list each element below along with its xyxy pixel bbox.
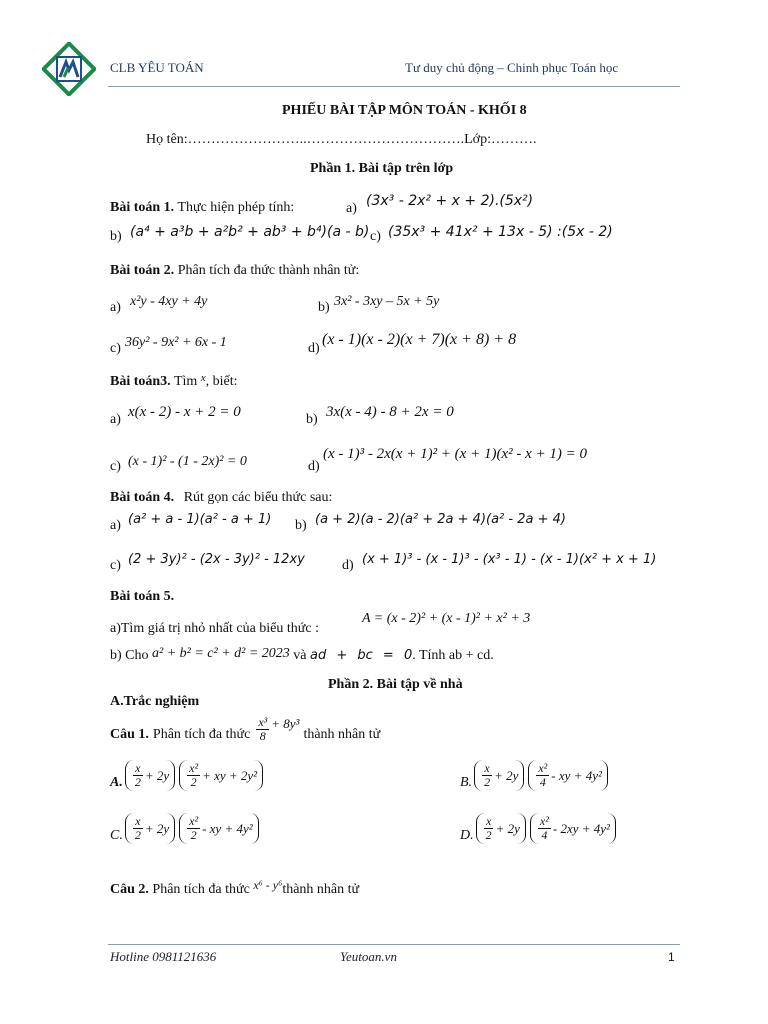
- problem1-c-label: c): [370, 229, 381, 244]
- problem2-c-label: c): [110, 341, 121, 356]
- problem5-a-text: a)Tìm giá trị nhỏ nhất của biểu thức :: [110, 621, 319, 636]
- problem3-b-label: b): [306, 412, 318, 427]
- problem1-b-expr: (a⁴ + a³b + a²b² + ab³ + b⁴)(a - b): [130, 224, 370, 240]
- problem3-line: [110, 372, 238, 390]
- question2-text: Phân tích đa thức: [152, 882, 250, 897]
- problem1-b-label: b): [110, 229, 122, 244]
- part1-heading: Phần 1. Bài tập trên lớp: [310, 161, 454, 176]
- problem4-b-expr: (a + 2)(a - 2)(a² + 2a + 4)(a² - 2a + 4): [315, 512, 566, 527]
- question2-line: [110, 878, 359, 898]
- header-rule: [108, 86, 680, 87]
- problem4-a-expr: (a² + a - 1)(a² - a + 1): [128, 512, 272, 527]
- problem4-d-expr: (x + 1)³ - (x - 1)³ - (x³ - 1) - (x - 1)(x² + x + 1): [362, 552, 657, 567]
- choice-b-label: B.: [460, 775, 473, 790]
- choice-a-f2-den: 2: [190, 775, 197, 789]
- footer-hotline: Hotline 0981121636: [110, 949, 217, 964]
- name-label: Họ tên:……………………..…………………………….: [146, 132, 465, 147]
- problem4-text: Rút gọn các biểu thức sau:: [183, 490, 333, 505]
- choice-d-label: D.: [460, 828, 474, 843]
- problem3-d-expr: (x - 1)³ - 2x(x + 1)² + (x + 1)(x² - x + 1) = 0: [323, 446, 587, 462]
- choice-d-f1-num: x: [485, 814, 492, 828]
- question1-frac-den: 8: [259, 729, 266, 743]
- problem4-a-label: a): [110, 518, 121, 533]
- problem4-c-label: c): [110, 558, 121, 573]
- question1-text-after: thành nhân tử: [303, 727, 381, 742]
- question1-frac-tail: + 8y³: [271, 716, 300, 731]
- problem5-a-expr: A = (x - 2)² + (x - 1)² + x² + 3: [362, 611, 531, 626]
- footer-site[interactable]: Yeutoan.vn: [340, 949, 397, 964]
- problem5-b-line: [110, 646, 494, 664]
- choice-c-f1-den: 2: [134, 828, 141, 842]
- problem2-label: Bài toán 2.: [110, 263, 175, 278]
- problem3-d-label: d): [308, 459, 320, 474]
- problem3-c-label: c): [110, 459, 121, 474]
- choice-c-f1-tail: + 2y: [144, 820, 170, 836]
- problem3-text-before: Tìm: [173, 374, 198, 389]
- footer-rule: [108, 944, 680, 945]
- choice-a-f1-num: x: [135, 761, 141, 775]
- choice-d-f1-tail: + 2y: [495, 820, 520, 836]
- problem3-text-after: , biết:: [205, 374, 238, 389]
- problem3-c-expr: (x - 1)² - (1 - 2x)² = 0: [128, 454, 247, 469]
- choice-b-f1-num: x: [484, 761, 490, 775]
- problem2-text: Phân tích đa thức thành nhân tử:: [177, 263, 360, 278]
- choice-b-f2-num: x²: [538, 761, 548, 775]
- choice-a-label: A.: [110, 775, 123, 790]
- problem2-a-expr: x²y - 4xy + 4y: [130, 294, 208, 309]
- problem1-a-expr: (3x³ - 2x² + x + 2).(5x²): [366, 193, 534, 209]
- problem1-text: Thực hiện phép tính:: [177, 200, 295, 215]
- choice-c-f2-den: 2: [190, 828, 197, 842]
- problem4-c-expr: (2 + 3y)² - (2x - 3y)² - 12xy: [128, 552, 305, 567]
- part2-heading: Phần 2. Bài tập về nhà: [328, 677, 463, 692]
- question1-line: [110, 716, 380, 743]
- choice-c-f2-num: x²: [189, 814, 199, 828]
- choice-c-f1-num: x: [135, 814, 141, 828]
- problem3-a-label: a): [110, 412, 121, 427]
- problem1-c-expr: (35x³ + 41x² + 13x - 5) :(5x - 2): [388, 224, 613, 240]
- choice-c-f2-tail: - xy + 4y²: [202, 820, 253, 836]
- problem3-var: x: [200, 372, 206, 384]
- choice-a[interactable]: [110, 760, 267, 791]
- choice-b-f1-den: 2: [484, 775, 491, 789]
- problem5-b-expr2: ad + bc = 0: [310, 648, 413, 663]
- logo: [42, 42, 96, 96]
- problem2-d-expr: (x - 1)(x - 2)(x + 7)(x + 8) + 8: [322, 331, 517, 348]
- multiple-choice-heading: A.Trắc nghiệm: [110, 694, 200, 709]
- club-name: CLB YÊU TOÁN: [110, 60, 204, 75]
- choice-d-f2-num: x²: [539, 814, 549, 828]
- choice-a-f1-den: 2: [134, 775, 141, 789]
- problem2-d-label: d): [308, 341, 320, 356]
- choice-a-f2-num: x²: [189, 761, 199, 775]
- problem1-label: Bài toán 1.: [110, 200, 175, 215]
- problem4-d-label: d): [342, 558, 354, 573]
- name-line: [146, 132, 536, 148]
- problem3-b-expr: 3x(x - 4) - 8 + 2x = 0: [326, 404, 454, 420]
- choice-d-f2-tail: - 2xy + 4y²: [552, 820, 610, 836]
- problem5-label: Bài toán 5.: [110, 589, 175, 604]
- page-title: PHIẾU BÀI TẬP MÔN TOÁN - KHỐI 8: [282, 103, 527, 118]
- problem1-a-label: a): [346, 201, 357, 216]
- class-label: Lớp:……….: [464, 132, 537, 147]
- problem4-line: [110, 490, 332, 506]
- choice-c-label: C.: [110, 828, 123, 843]
- question1-label: Câu 1.: [110, 727, 149, 742]
- choice-a-f1-tail: + 2y: [144, 767, 170, 783]
- problem3-label: Bài toán3.: [110, 374, 171, 389]
- choice-b-f2-den: 4: [539, 775, 546, 789]
- choice-b-f2-tail: - xy + 4y²: [551, 767, 602, 783]
- question1-text: Phân tích đa thức: [152, 727, 251, 742]
- problem5-b-tail: . Tính ab + cd.: [412, 648, 494, 663]
- problem2-line: [110, 263, 359, 279]
- choice-d-f1-den: 2: [485, 828, 492, 842]
- question2-label: Câu 2.: [110, 882, 149, 897]
- problem2-b-label: b): [318, 300, 330, 315]
- choice-b[interactable]: [460, 760, 612, 791]
- problem1-line: [110, 200, 294, 216]
- page-number: 1: [668, 950, 675, 964]
- motto: Tư duy chủ động – Chinh phục Toán học: [405, 60, 619, 75]
- question1-poly: [254, 716, 299, 743]
- choice-b-f1-tail: + 2y: [494, 767, 519, 783]
- problem2-b-expr: 3x² - 3xy – 5x + 5y: [334, 294, 440, 309]
- problem5-b-and: và: [293, 648, 307, 663]
- problem2-a-label: a): [110, 300, 121, 315]
- problem3-a-expr: x(x - 2) - x + 2 = 0: [128, 404, 241, 420]
- choice-a-f2-tail: + xy + 2y²: [202, 767, 258, 783]
- problem4-label: Bài toán 4.: [110, 490, 175, 505]
- problem2-c-expr: 36y² - 9x² + 6x - 1: [125, 335, 227, 350]
- question1-frac-num: x³: [258, 715, 268, 729]
- choice-d-f2-den: 4: [541, 828, 548, 842]
- question2-expr: x⁶ - y⁶: [253, 878, 283, 892]
- choice-c[interactable]: [110, 813, 263, 844]
- problem5-b-text: b) Cho: [110, 648, 149, 663]
- choice-d[interactable]: [460, 813, 620, 844]
- logo-icon: [42, 42, 96, 96]
- problem5-b-expr: a² + b² = c² + d² = 2023: [152, 646, 290, 661]
- problem4-b-label: b): [295, 518, 307, 533]
- question2-text-after: thành nhân tử: [282, 882, 360, 897]
